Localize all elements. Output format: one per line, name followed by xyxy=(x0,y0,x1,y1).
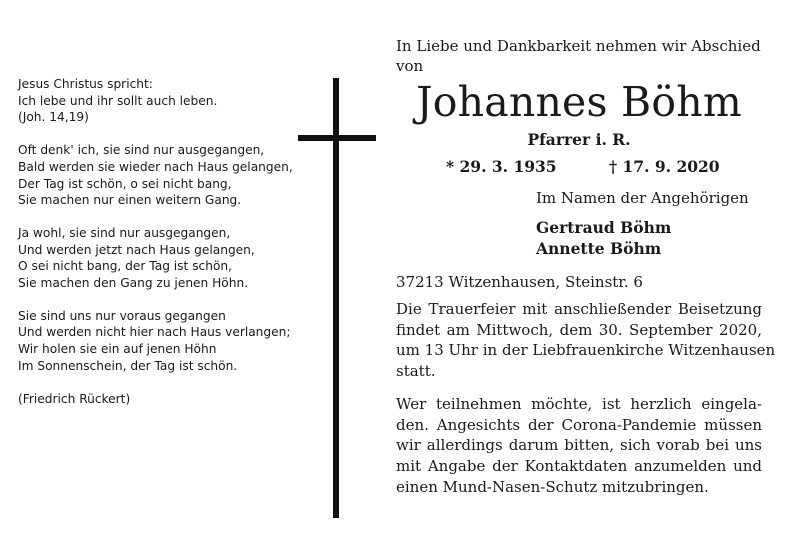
life-dates xyxy=(396,155,762,181)
family-intro: Im Namen der Angehörigen xyxy=(536,189,749,207)
poem-line: Oft denk' ich, sie sind nur ausgegangen, xyxy=(18,143,265,158)
poem-line: Wir holen sie ein auf jenen Höhn xyxy=(18,342,217,357)
deceased-name: Johannes Böhm xyxy=(416,78,742,126)
quote-line: Ich lebe und ihr sollt auch leben. xyxy=(18,93,218,108)
bible-quote xyxy=(18,76,318,126)
poem-line: Sie sind uns nur voraus gegangen xyxy=(18,308,226,323)
paragraph-line: wir allerdings darum bitten, sich vorab bei uns xyxy=(396,436,762,455)
quote-reference: (Joh. 14,19) xyxy=(18,110,89,125)
paragraph-line: Die Trauerfeier mit anschließender Beisetzung xyxy=(396,300,762,318)
intro-line: In Liebe und Dankbarkeit nehmen wir Abschied xyxy=(396,37,761,55)
farewell-intro xyxy=(396,36,762,76)
paragraph-line: um 13 Uhr in der Liebfrauenkirche Witzenhausen xyxy=(396,341,776,360)
intro-line: von xyxy=(396,57,424,75)
poem-line: O sei nicht bang, der Tag ist schön, xyxy=(18,259,233,274)
poem-line: Im Sonnenschein, der Tag ist schön. xyxy=(18,358,238,373)
family-names xyxy=(536,217,762,259)
paragraph-line: mit Angabe der Kontaktdaten anzumelden und xyxy=(396,456,762,475)
paragraph-line: Wer teilnehmen möchte, ist herzlich eingela- xyxy=(396,394,762,413)
birth-date: * 29. 3. 1935 xyxy=(446,157,557,176)
poem-line: Und werden jetzt nach Haus gelangen, xyxy=(18,242,255,257)
address: 37213 Witzenhausen, Steinstr. 6 xyxy=(396,273,643,291)
poem-line: Der Tag ist schön, o sei nicht bang, xyxy=(18,176,232,191)
family-member: Gertraud Böhm xyxy=(536,218,672,237)
poem-stanza-2 xyxy=(18,225,318,292)
family-member: Annette Böhm xyxy=(536,239,662,258)
deceased-title: Pfarrer i. R. xyxy=(527,130,631,149)
death-date: † 17. 9. 2020 xyxy=(609,157,720,176)
poem-line: Und werden nicht hier nach Haus verlangen; xyxy=(18,325,291,340)
poem-stanza-3 xyxy=(18,308,318,375)
cross-icon xyxy=(333,78,339,518)
poem-line: Bald werden sie wieder nach Haus gelangen, xyxy=(18,159,293,174)
notice-column xyxy=(396,36,776,497)
paragraph-line: den. Angesichts der Corona-Pandemie müssen xyxy=(396,415,762,434)
funeral-details xyxy=(396,299,776,382)
poem-line: Ja wohl, sie sind nur ausgegangen, xyxy=(18,225,231,240)
paragraph-line: statt. xyxy=(396,362,436,381)
quote-line: Jesus Christus spricht: xyxy=(18,77,153,91)
poem-stanza-1 xyxy=(18,142,318,209)
paragraph-line: einen Mund-Nasen-Schutz mitzubringen. xyxy=(396,477,709,496)
poem-author: (Friedrich Rückert) xyxy=(18,391,131,406)
paragraph-line: findet am Mittwoch, dem 30. September 2020, xyxy=(396,320,762,339)
poem-column xyxy=(18,76,318,407)
attendance-info xyxy=(396,394,762,498)
poem-line: Sie machen den Gang zu jenen Höhn. xyxy=(18,276,249,291)
cross-icon-bar xyxy=(298,135,376,141)
poem-line: Sie machen nur einen weitern Gang. xyxy=(18,193,242,208)
